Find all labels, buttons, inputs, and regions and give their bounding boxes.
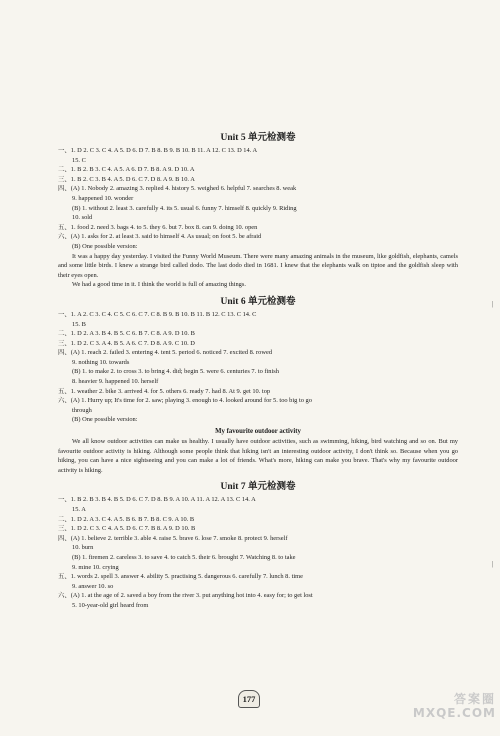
- answer-line: 三、1. D 2. C 3. A 4. B 5. A 6. C 7. D 8. A 9. C 10. D: [58, 339, 195, 347]
- answer-line: 8. heavier 9. happened 10. herself: [72, 378, 159, 386]
- answer-line: 一、1. A 2. C 3. C 4. C 5. C 6. C 7. C 8. B 9. B 10. B 11. B 12. C 13. C 14. C: [58, 310, 257, 318]
- answer-line: 10. sold: [72, 214, 93, 222]
- answer-line: 二、1. D 2. A 3. C 4. A 5. B 6. B 7. B 8. C 9. A 10. B: [58, 515, 195, 523]
- essay-paragraph: It was a happy day yesterday. I visited the Funny World Museum. There were many amazing animals in the museum, like goldfish, elephants, camels and some little birds. I knew a strange bird called dodo. The last dodo died in 1681. I knew that the elephants walk on tiptoe and the goldfish sleep with their eyes open.: [58, 252, 458, 279]
- answer-line: through: [72, 406, 92, 414]
- answer-line: 六、(A) 1. asks for 2. at least 3. said to himself 4. As usual; on foot 5. be afraid: [58, 233, 262, 241]
- page-number: 177: [238, 690, 260, 708]
- answer-line: (B) 1. without 2. least 3. carefully 4. its 5. usual 6. funny 7. himself 8. quickly 9. Riding: [72, 204, 297, 212]
- answer-line: 六、(A) 1. at the age of 2. saved a boy from the river 3. put anything hot into 4. easy for; to get lost: [58, 592, 313, 600]
- answer-line: 15. C: [72, 156, 86, 164]
- answer-line: 四、(A) 1. believe 2. terrible 3. able 4. raise 5. brave 6. lose 7. smoke 8. protect 9. herself: [58, 534, 288, 542]
- answer-line: 一、1. D 2. C 3. C 4. A 5. D 6. D 7. B 8. B 9. B 10. B 11. A 12. C 13. D 14. A: [58, 147, 258, 154]
- unit-7-answers: [58, 495, 458, 610]
- answer-line: (B) One possible version:: [72, 242, 138, 250]
- essay-paragraph: We all know outdoor activities can make us healthy. I usually have outdoor activities, such as swimming, hiking, bird watching and so on. But my favourite outdoor activity is hiking. Although some people think that hiking isn't an interesting outdoor activity, I don't think so. Because when you go hiking, you can have a nice sightseeing and you can make a lot of friends. What's more, hiking can make you brave. That's why my favourite outdoor activity is hiking.: [58, 438, 458, 474]
- answer-key-page: [58, 126, 458, 611]
- answer-line: 9. mine 10. crying: [72, 563, 119, 571]
- answer-line: (B) One possible version:: [72, 416, 138, 424]
- edge-mark: |: [492, 560, 494, 568]
- essay-paragraph: We had a good time in it. I think the world is full of amazing things.: [72, 281, 246, 289]
- answer-line: 三、1. D 2. C 3. C 4. A 5. D 6. C 7. B 8. A 9. D 10. B: [58, 525, 196, 533]
- answer-line: 四、(A) 1. Nobody 2. amazing 3. replied 4. history 5. weighed 6. helpful 7. searches 8. weak: [58, 185, 297, 193]
- unit-5-title: Unit 5 单元检测卷: [220, 133, 296, 143]
- answer-line: 四、(A) 1. reach 2. failed 3. entering 4. tent 5. period 6. noticed 7. excited 8. rowed: [58, 349, 273, 357]
- answer-line: 五、1. weather 2. bike 3. arrived 4. for 5. others 6. ready 7. had 8. At 9. get 10. top: [58, 387, 271, 395]
- answer-line: (B) 1. firemen 2. careless 3. to save 4. to catch 5. their 6. brought 7. Watching 8. to take: [72, 553, 296, 561]
- watermark-bottom: MXQE.COM: [412, 706, 496, 720]
- answer-line: (B) 1. to make 2. to cross 3. to bring 4. did; begin 5. were 6. centuries 7. to finish: [72, 368, 279, 376]
- essay-title: My favourite outdoor activity: [215, 428, 301, 436]
- unit-6-title: Unit 6 单元检测卷: [220, 296, 296, 307]
- watermark-top: 答案圈: [453, 692, 496, 706]
- answer-line: 五、1. food 2. need 3. bags 4. to 5. they 6. but 7. box 8. can 9. doing 10. open: [58, 223, 258, 231]
- answer-line: 二、1. B 2. B 3. C 4. A 5. A 6. D 7. B 8. A 9. D 10. A: [58, 166, 195, 174]
- answer-line: 9. happened 10. wonder: [72, 194, 134, 202]
- watermark-logo: [408, 692, 496, 730]
- answer-line: 一、1. B 2. B 3. B 4. B 5. D 6. C 7. D 8. B 9. A 10. A 11. A 12. A 13. C 14. A: [58, 496, 256, 504]
- answer-line: 10. burn: [72, 544, 94, 552]
- edge-mark: |: [492, 300, 494, 308]
- unit-5-answers: [58, 146, 458, 290]
- answer-line: 15. B: [72, 320, 86, 328]
- answer-line: 三、1. B 2. C 3. B 4. A 5. D 6. C 7. D 8. A 9. B 10. A: [58, 175, 195, 183]
- answer-line: 15. A: [72, 506, 86, 513]
- answer-line: 六、(A) 1. Hurry up; It's time for 2. saw; playing 3. enough to 4. looked around for 5. too big to go: [58, 397, 312, 405]
- answer-line: 五、1. words 2. spell 3. answer 4. ability 5. practising 5. dangerous 6. carefully 7. lunch 8. time: [58, 573, 303, 581]
- answer-line: 二、1. D 2. A 3. B 4. B 5. C 6. B 7. C 8. A 9. D 10. B: [58, 330, 195, 338]
- answer-line: 9. answer 10. so: [72, 582, 114, 590]
- unit-7-title: Unit 7 单元检测卷: [220, 482, 296, 493]
- answer-line: 9. nothing 10. towards: [72, 358, 130, 366]
- answer-line: 5. 10-year-old girl heard from: [72, 601, 149, 609]
- unit-6-answers: [58, 310, 458, 476]
